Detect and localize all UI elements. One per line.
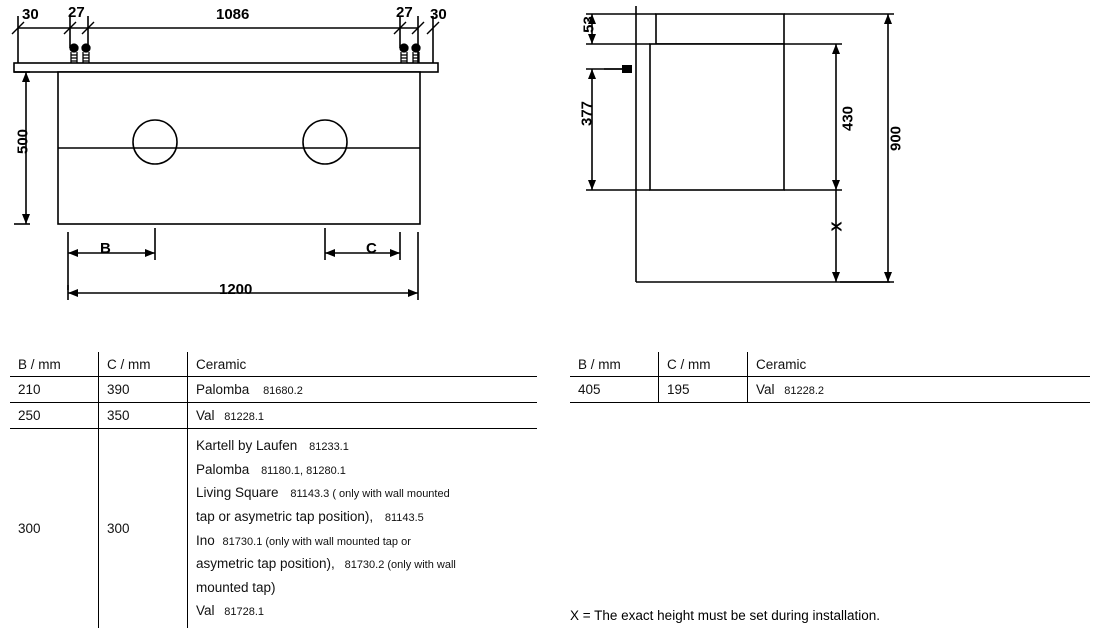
cell-b: 210: [10, 377, 99, 403]
table-row: [10, 429, 537, 628]
table-row: [10, 403, 537, 429]
table-header-row: [570, 352, 1090, 377]
table-header-row: [10, 352, 537, 377]
ceramic-table-left: [10, 352, 537, 628]
ceramic-name: Kartell by Laufen: [196, 438, 297, 453]
cell-c: 195: [659, 377, 748, 403]
ceramic-name: Ino: [196, 533, 215, 548]
ceramic-entry: [196, 481, 529, 505]
dim-377-label: 377: [579, 84, 596, 144]
ceramic-name: Palomba: [196, 462, 249, 477]
dim-span-top-label: 1086: [216, 6, 249, 23]
ceramic-code: 81730.1 (only with wall mounted tap or: [223, 536, 411, 548]
footnote-x-height: X = The exact height must be set during installation.: [570, 608, 880, 623]
dim-left-edge-label: 30: [22, 6, 39, 23]
header-ceramic: Ceramic: [188, 352, 538, 377]
ceramic-code: 81180.1, 81280.1: [261, 465, 346, 477]
ceramic-entry: [196, 599, 529, 623]
cell-b: 300: [10, 429, 99, 628]
cell-c: 350: [99, 403, 188, 429]
ceramic-name: Palomba: [196, 382, 249, 397]
table-row: [10, 377, 537, 403]
ceramic-name: mounted tap): [196, 580, 276, 595]
ceramic-code: 81233.1: [309, 441, 349, 453]
ceramic-name: tap or asymetric tap position),: [196, 509, 373, 524]
ceramic-code: 81728.1: [224, 606, 264, 618]
cell-b: 405: [570, 377, 659, 403]
dim-x-label: X: [829, 207, 846, 247]
dim-900-label: 900: [888, 109, 905, 169]
header-c-mm: C / mm: [99, 352, 188, 377]
dim-430-label: 430: [840, 89, 857, 149]
dim-right-edge-label: 30: [430, 6, 447, 23]
cell-ceramic: [188, 403, 538, 429]
ceramic-entry: [196, 505, 529, 529]
ceramic-code: 81143.3 ( only with wall mounted: [290, 488, 449, 500]
dim-b-label: B: [100, 240, 111, 257]
dim-total-width-label: 1200: [219, 281, 252, 298]
ceramic-code: 81143.5: [385, 512, 424, 524]
ceramic-name: Val: [196, 408, 215, 423]
ceramic-name: Living Square: [196, 485, 279, 500]
table-row: [570, 377, 1090, 403]
header-b-mm: B / mm: [10, 352, 99, 377]
ceramic-name: asymetric tap position),: [196, 556, 335, 571]
ceramic-code: 81730.2 (only with wall: [345, 559, 456, 571]
ceramic-table-right: [570, 352, 1090, 403]
cell-ceramic: [188, 377, 538, 403]
header-ceramic: Ceramic: [748, 352, 1091, 377]
ceramic-entry: [196, 458, 529, 482]
dim-height-500-label: 500: [15, 112, 32, 172]
ceramic-code: 81228.1: [224, 411, 264, 423]
dim-c-label: C: [366, 240, 377, 257]
cell-b: 250: [10, 403, 99, 429]
ceramic-entry: [196, 434, 529, 458]
cell-c: 300: [99, 429, 188, 628]
header-b-mm: B / mm: [570, 352, 659, 377]
ceramic-code: 81680.2: [263, 385, 303, 397]
dim-left-inner-label: 27: [68, 4, 85, 21]
cell-c: 390: [99, 377, 188, 403]
ceramic-code: 81228.2: [784, 385, 824, 397]
ceramic-entry: [196, 552, 529, 576]
dim-right-inner-label: 27: [396, 4, 413, 21]
ceramic-name: Val: [196, 603, 215, 618]
dim-53-label: 53: [581, 0, 598, 55]
ceramic-entry: [196, 529, 529, 553]
ceramic-entry: [196, 576, 529, 600]
ceramic-name: Val: [756, 382, 775, 397]
header-c-mm: C / mm: [659, 352, 748, 377]
cell-ceramic: [748, 377, 1091, 403]
cell-ceramic: [188, 429, 538, 628]
